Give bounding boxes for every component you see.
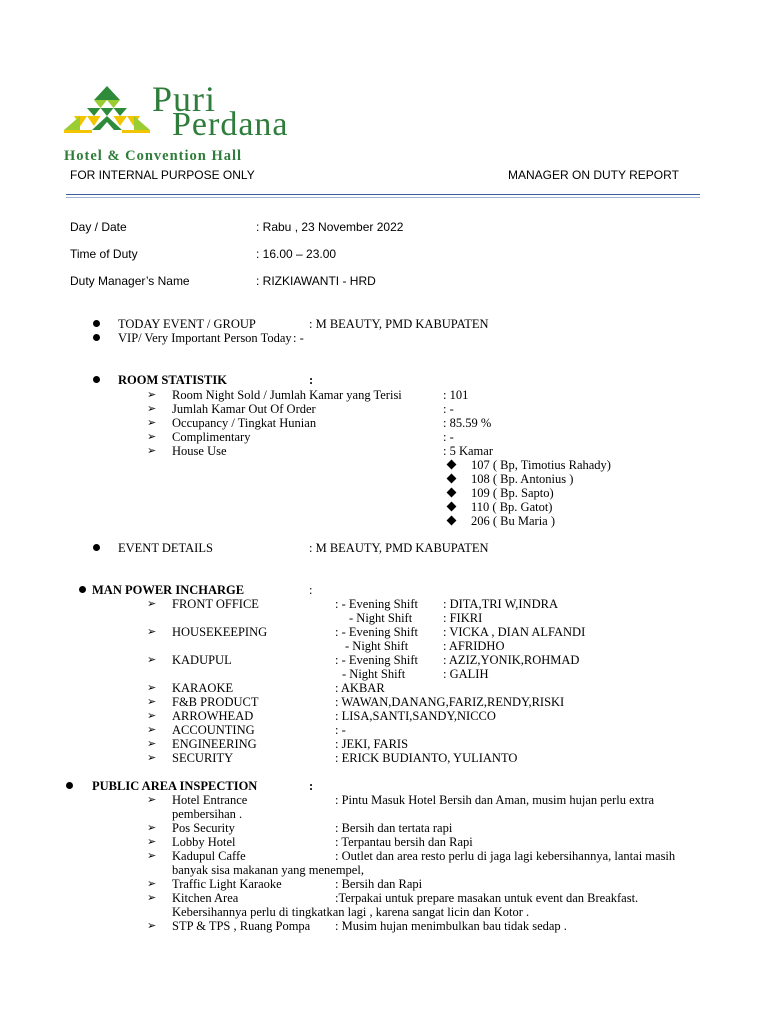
room-stat-value: : -	[443, 430, 454, 444]
header-right: MANAGER ON DUTY REPORT	[508, 168, 679, 182]
arrow-bullet-icon: ➢	[147, 416, 157, 429]
shift-names: : AZIZ,YONIK,ROHMAD	[443, 653, 580, 667]
area-note: : Musim hujan menimbulkan bau tidak sedap .	[335, 919, 567, 933]
dept-name: SECURITY	[172, 751, 234, 765]
arrow-bullet-icon: ➢	[147, 793, 157, 806]
dept-name: ENGINEERING	[172, 737, 257, 751]
shift-label: - Night Shift	[345, 639, 409, 653]
diamond-bullet-icon	[447, 516, 457, 526]
vip-label: VIP/ Very Important Person Today	[118, 331, 292, 345]
room-stat-label: Occupancy / Tingkat Hunian	[172, 416, 317, 430]
arrow-bullet-icon: ➢	[147, 597, 157, 610]
shift-label: : - Evening Shift	[335, 625, 418, 639]
arrow-bullet-icon: ➢	[147, 402, 157, 415]
arrow-bullet-icon: ➢	[147, 751, 157, 764]
area-note: : Bersih dan Rapi	[335, 877, 423, 891]
dept-staff: : LISA,SANTI,SANDY,NICCO	[335, 709, 496, 723]
brand-subtitle: Hotel & Convention Hall	[64, 148, 243, 164]
house-use-item: 206 ( Bu Maria )	[471, 514, 556, 528]
diamond-bullet-icon	[447, 488, 457, 498]
room-stat-value: : -	[443, 402, 454, 416]
arrow-bullet-icon: ➢	[147, 723, 157, 736]
hotel-logo	[62, 79, 312, 166]
room-stat-value: : 85.59 %	[443, 416, 492, 430]
area-name: Pos Security	[172, 821, 235, 835]
area-note: :Terpakai untuk prepare masakan untuk event dan Breakfast.	[335, 891, 639, 905]
shift-names: : DITA,TRI W,INDRA	[443, 597, 558, 611]
pyramid-logo-icon	[62, 84, 152, 144]
dept-staff: : -	[335, 723, 346, 737]
dept-name: ARROWHEAD	[172, 709, 254, 723]
dept-staff: : AKBAR	[335, 681, 385, 695]
bullet-icon	[79, 586, 86, 593]
bullet-icon	[93, 320, 100, 327]
header-left: FOR INTERNAL PURPOSE ONLY	[70, 168, 255, 182]
room-stat-label: Room Night Sold / Jumlah Kamar yang Terisi	[172, 388, 402, 402]
arrow-bullet-icon: ➢	[147, 835, 157, 848]
diamond-bullet-icon	[447, 460, 457, 470]
arrow-bullet-icon: ➢	[147, 891, 157, 904]
shift-names: : FIKRI	[443, 611, 483, 625]
dept-staff: : ERICK BUDIANTO, YULIANTO	[335, 751, 518, 765]
bullet-icon	[93, 544, 100, 551]
dept-staff: : WAWAN,DANANG,FARIZ,RENDY,RISKI	[335, 695, 565, 709]
info-label: Day / Date	[70, 220, 127, 234]
arrow-bullet-icon: ➢	[147, 919, 157, 932]
area-note: : Outlet dan area resto perlu di jaga lagi kebersihannya, lantai masih	[335, 849, 676, 863]
room-stat-value: : 101	[443, 388, 469, 402]
brand-line2: Perdana	[172, 106, 289, 143]
bullet-icon	[93, 334, 100, 341]
shift-label: : - Evening Shift	[335, 653, 418, 667]
event-details-label: EVENT DETAILS	[118, 541, 213, 555]
today-event-value: : M BEAUTY, PMD KABUPATEN	[309, 317, 489, 331]
info-label: Duty Manager’s Name	[70, 274, 190, 288]
shift-label: : - Evening Shift	[335, 597, 418, 611]
shift-names: : VICKA , DIAN ALFANDI	[443, 625, 586, 639]
dept-name: HOUSEKEEPING	[172, 625, 268, 639]
arrow-bullet-icon: ➢	[147, 737, 157, 750]
event-details-value: : M BEAUTY, PMD KABUPATEN	[309, 541, 489, 555]
house-use-item: 110 ( Bp. Gatot)	[471, 500, 553, 514]
room-stat-label: Complimentary	[172, 430, 251, 444]
dept-name: F&B PRODUCT	[172, 695, 259, 709]
room-stat-value: : 5 Kamar	[443, 444, 493, 458]
area-note-cont: Kebersihannya perlu di tingkatkan lagi , karena sangat licin dan Kotor .	[172, 905, 530, 919]
area-name: Hotel Entrance	[172, 793, 248, 807]
public-area-title: PUBLIC AREA INSPECTION	[92, 779, 258, 793]
section-colon: :	[309, 583, 313, 597]
diamond-bullet-icon	[447, 474, 457, 484]
area-name: Traffic Light Karaoke	[172, 877, 282, 891]
section-colon: :	[309, 373, 314, 387]
dept-name: KADUPUL	[172, 653, 232, 667]
house-use-item: 109 ( Bp. Sapto)	[471, 486, 554, 500]
arrow-bullet-icon: ➢	[147, 625, 157, 638]
area-name: Lobby Hotel	[172, 835, 236, 849]
dept-staff: : JEKI, FARIS	[335, 737, 409, 751]
shift-names: : AFRIDHO	[443, 639, 505, 653]
area-name: Kitchen Area	[172, 891, 239, 905]
man-power-title: MAN POWER INCHARGE	[92, 583, 245, 597]
arrow-bullet-icon: ➢	[147, 681, 157, 694]
arrow-bullet-icon: ➢	[147, 695, 157, 708]
info-value: : Rabu , 23 November 2022	[256, 220, 404, 234]
arrow-bullet-icon: ➢	[147, 877, 157, 890]
arrow-bullet-icon: ➢	[147, 388, 157, 401]
arrow-bullet-icon: ➢	[147, 653, 157, 666]
area-name: STP & TPS , Ruang Pompa	[172, 919, 311, 933]
shift-label: - Night Shift	[342, 667, 406, 681]
area-note-cont: banyak sisa makanan yang menempel,	[172, 863, 364, 877]
arrow-bullet-icon: ➢	[147, 430, 157, 443]
area-note-cont: pembersihan .	[172, 807, 243, 821]
room-stat-label: House Use	[172, 444, 227, 458]
area-note: : Terpantau bersih dan Rapi	[335, 835, 473, 849]
area-note: : Pintu Masuk Hotel Bersih dan Aman, musim hujan perlu extra	[335, 793, 655, 807]
room-statistik-title: ROOM STATISTIK	[118, 373, 227, 387]
bullet-icon	[93, 376, 100, 383]
info-value: : 16.00 – 23.00	[256, 247, 337, 261]
dept-name: KARAOKE	[172, 681, 234, 695]
diamond-bullet-icon	[447, 502, 457, 512]
arrow-bullet-icon: ➢	[147, 709, 157, 722]
arrow-bullet-icon: ➢	[147, 849, 157, 862]
arrow-bullet-icon: ➢	[147, 821, 157, 834]
header-rule	[66, 194, 700, 195]
room-stat-label: Jumlah Kamar Out Of Order	[172, 402, 316, 416]
shift-names: : GALIH	[443, 667, 489, 681]
shift-label: - Night Shift	[349, 611, 413, 625]
dept-name: ACCOUNTING	[172, 723, 255, 737]
brand-line1: Puri	[152, 79, 217, 119]
section-colon: :	[309, 779, 314, 793]
area-name: Kadupul Caffe	[172, 849, 246, 863]
header-rule-2	[66, 197, 700, 198]
house-use-item: 107 ( Bp, Timotius Rahady)	[471, 458, 611, 472]
info-value: : RIZKIAWANTI - HRD	[256, 274, 376, 288]
arrow-bullet-icon: ➢	[147, 444, 157, 457]
bullet-icon	[66, 782, 73, 789]
vip-value: : -	[293, 331, 304, 345]
area-note: : Bersih dan tertata rapi	[335, 821, 453, 835]
today-event-label: TODAY EVENT / GROUP	[118, 317, 256, 331]
dept-name: FRONT OFFICE	[172, 597, 259, 611]
info-label: Time of Duty	[70, 247, 138, 261]
house-use-item: 108 ( Bp. Antonius )	[471, 472, 574, 486]
